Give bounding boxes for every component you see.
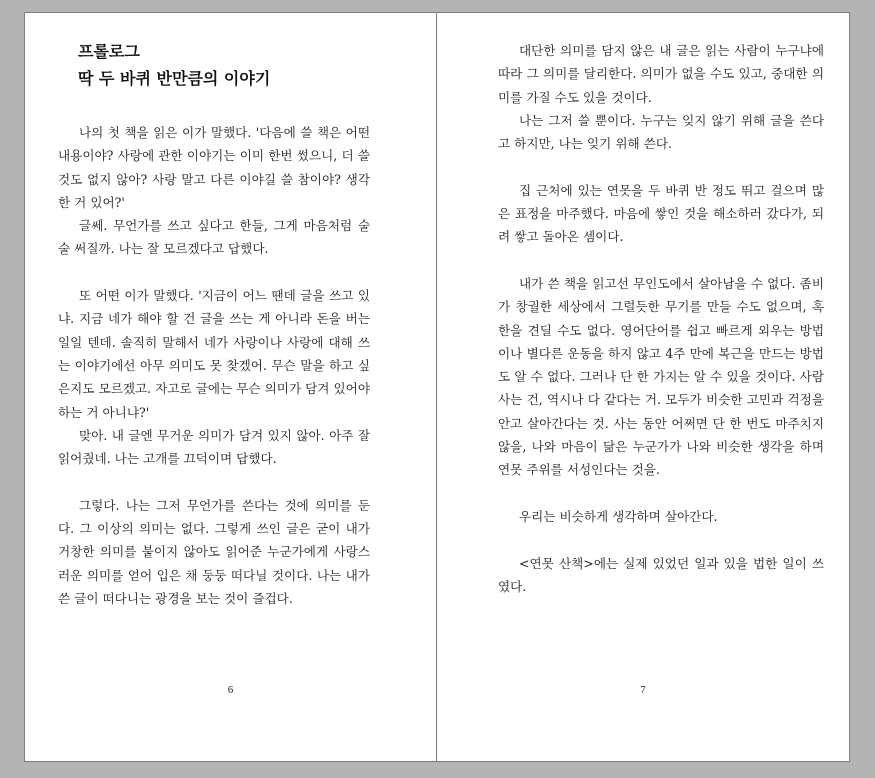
paragraph: 그렇다. 나는 그저 무언가를 쓴다는 것에 의미를 둔다. 그 이상의 의미는 없다. 그렇게 쓰인 글은 굳이 내가 거창한 의미를 붙이지 않아도 읽어준 누군가에게 사랑스러운 의미를 얻어 입은 채 둥둥 떠다닐 것이다. 나는 내가 쓴 글이 떠다니는 광경을 보는 것이 즐겁다. [58,497,370,606]
paragraph: 또 어떤 이가 말했다. '지금이 어느 땐데 글을 쓰고 있냐. 지금 네가 해야 할 건 글을 쓰는 게 아니라 돈을 버는 일일 텐데. 솔직히 말해서 네가 사랑이나 사랑에 대해 쓰는 이야기에선 아무 의미도 못 찾겠어. 무슨 말을 하고 싶은지도 모르겠고. 자고로 글에는 무슨 의미가 담겨 있어야 하는 거 아니냐?' [58,288,370,420]
right-page-body [498,39,824,598]
page-number: 6 [227,684,234,696]
paragraph: 내가 쓴 책을 읽고선 무인도에서 살아남을 수 없다. 좀비가 창궐한 세상에서 그럴듯한 무기를 만들 수도 없으며, 혹한을 견딜 수도 없다. 영어단어를 쉽고 빠르게 외우는 방법이나 별다른 운동을 하지 않고 4주 만에 복근을 만드는 방법도 알 수 없다. 그러나 단 한 가지는 알 수 있을 것이다. 사람 사는 건, 역시나 다 같다는 거. 모두가 비슷한 고민과 걱정을 안고 살아간다는 것. 사는 동안 어쩌면 단 한 번도 마주치지 않을, 나와 마음이 닮은 누군가가 나와 비슷한 생각을 하며 연못 주위를 서성인다는 것을. [498,275,824,478]
page-number: 7 [640,684,646,696]
paragraph: 맞아. 내 글엔 무거운 의미가 담겨 있지 않아. 아주 잘 읽어줬네. 나는 고개를 끄덕이며 답했다. [58,427,370,467]
book-spread [24,12,850,762]
paragraph: 나는 그저 쓸 뿐이다. 누구는 잊지 않기 위해 글을 쓴다고 하지만, 나는 잊기 위해 쓴다. [498,112,824,152]
paragraph: 대단한 의미를 담지 않은 내 글은 읽는 사람이 누구냐에 따라 그 의미를 달리한다. 의미가 없을 수도 있고, 중대한 의미를 가질 수도 있을 것이다. [498,43,824,105]
paragraph: 집 근처에 있는 연못을 두 바퀴 반 정도 뛰고 걸으며 많은 표정을 마주했다. 마음에 쌓인 것을 해소하러 갔다가, 되려 쌓고 돌아온 셈이다. [498,182,824,245]
left-page [25,13,437,761]
paragraph: <연못 산책>에는 실제 있었던 일과 있을 법한 일이 쓰였다. [498,555,824,594]
paragraph: 글쎄. 무언가를 쓰고 싶다고 한들, 그게 마음처럼 술술 써질까. 나는 잘 모르겠다고 답했다. [58,218,370,257]
left-page-body [58,121,370,610]
chapter-title [78,38,270,92]
right-page [437,13,849,761]
chapter-title-line-1: 프롤로그 [78,42,140,61]
chapter-title-line-2: 딱 두 바퀴 반만큼의 이야기 [78,69,271,88]
paragraph: 나의 첫 책을 읽은 이가 말했다. '다음에 쓸 책은 어떤 내용이야? 사랑에 관한 이야기는 이미 한번 썼으니, 더 쓸 것도 없지 않아? 사랑 말고 다른 이야길 쓸 참이야? 생각한 거 있어?' [58,125,370,210]
paragraph: 우리는 비슷하게 생각하며 살아간다. [519,508,718,524]
